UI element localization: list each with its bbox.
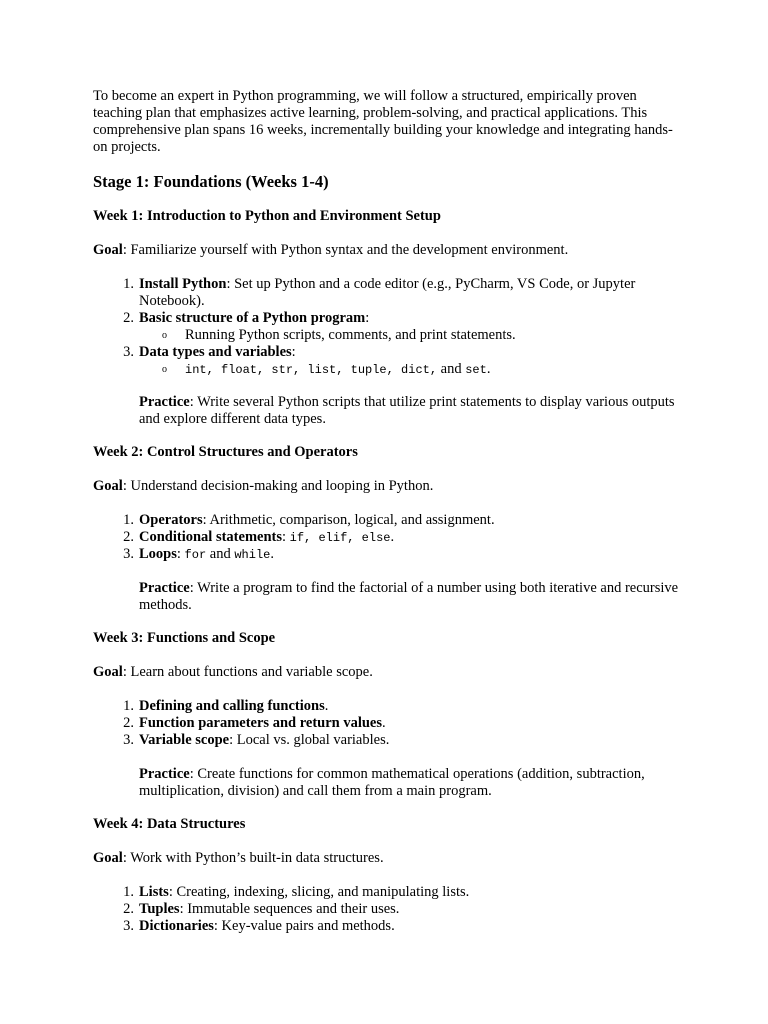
week1-item2 xyxy=(139,310,684,327)
week2-item1 xyxy=(139,512,684,529)
list-number: 1. xyxy=(123,276,134,292)
item-bold: Install Python xyxy=(139,276,227,292)
week3-practice xyxy=(139,766,684,800)
item-text: : Arithmetic, comparison, logical, and assignment. xyxy=(202,512,495,528)
item-text: . xyxy=(270,546,274,562)
practice-label: Practice xyxy=(139,394,190,410)
list-number: 2. xyxy=(123,715,134,731)
item-bold: Data types and variables xyxy=(139,344,292,360)
week3-heading: Week 3: Functions and Scope xyxy=(93,630,276,646)
week4-goal xyxy=(93,850,683,867)
week2-heading: Week 2: Control Structures and Operators xyxy=(93,444,358,460)
code-text: set xyxy=(465,363,487,377)
item-text: : Immutable sequences and their uses. xyxy=(179,901,400,917)
item-bold: Lists xyxy=(139,884,169,900)
list-number: 3. xyxy=(123,546,134,562)
list-number: 2. xyxy=(123,529,134,545)
item-bold: Defining and calling functions xyxy=(139,698,325,714)
item-text: . xyxy=(382,715,386,731)
week3-goal xyxy=(93,664,683,681)
item-text: : xyxy=(365,310,370,326)
item-text: : Local vs. global variables. xyxy=(229,732,390,748)
item-bold: Tuples xyxy=(139,901,180,917)
item-bold: Variable scope xyxy=(139,732,230,748)
practice-label: Practice xyxy=(139,580,190,596)
code-text: if, elif, else xyxy=(289,531,391,545)
week4-item3 xyxy=(139,918,684,935)
goal-text: : Familiarize yourself with Python syntax and the development environment. xyxy=(122,242,569,258)
item-text: : xyxy=(176,546,185,562)
week3-item2 xyxy=(139,715,684,732)
code-text: int, float, str, list, tuple, dict, xyxy=(185,363,438,377)
list-number: 3. xyxy=(123,344,134,360)
item-text: : Key-value pairs and methods. xyxy=(213,918,395,934)
stage1-heading: Stage 1: Foundations (Weeks 1-4) xyxy=(93,172,329,191)
week2-goal xyxy=(93,478,683,495)
item-bold: Function parameters and return values xyxy=(139,715,383,731)
list-number: 3. xyxy=(123,918,134,934)
item-bold: Loops xyxy=(139,546,177,562)
week1-practice xyxy=(139,394,684,428)
week1-item2-sub: Running Python scripts, comments, and print statements. xyxy=(185,327,516,343)
item-bold: Conditional statements xyxy=(139,529,282,545)
item-bold: Operators xyxy=(139,512,203,528)
item-text: . xyxy=(390,529,395,545)
list-number: 2. xyxy=(123,310,134,326)
list-number: 1. xyxy=(123,512,134,528)
sub-bullet-icon: o xyxy=(162,330,167,341)
week4-item2 xyxy=(139,901,684,918)
goal-label: Goal xyxy=(93,242,123,258)
week4-item1 xyxy=(139,884,684,901)
goal-label: Goal xyxy=(93,850,123,866)
goal-text: : Learn about functions and variable scope. xyxy=(122,664,373,680)
practice-text: : Write several Python scripts that utilize print statements to display various outputs and explore different data types. xyxy=(139,394,675,427)
week4-heading: Week 4: Data Structures xyxy=(93,816,246,832)
item-bold: Dictionaries xyxy=(139,918,214,934)
item-text: : xyxy=(291,344,296,360)
intro-paragraph: To become an expert in Python programming, we will follow a structured, empirically proven teaching plan that emphasizes active learning, problem-solving, and practical applications. This comprehensive plan spans 16 weeks, incrementally building your knowledge and integrating hands-on projects. xyxy=(93,88,673,155)
item-text: : Creating, indexing, slicing, and manipulating lists. xyxy=(168,884,470,900)
list-number: 2. xyxy=(123,901,134,917)
list-number: 3. xyxy=(123,732,134,748)
week1-item3-sub xyxy=(185,361,685,379)
code-text: while xyxy=(234,548,271,562)
week1-item1 xyxy=(139,276,684,310)
week1-item3 xyxy=(139,344,684,361)
week2-item2 xyxy=(139,529,684,547)
goal-text: : Work with Python’s built-in data structures. xyxy=(122,850,384,866)
list-number: 1. xyxy=(123,884,134,900)
item-text: : Set up Python and a code editor (e.g., PyCharm, VS Code, or Jupyter Notebook). xyxy=(139,276,636,309)
item-bold: Basic structure of a Python program xyxy=(139,310,366,326)
item-text: : xyxy=(282,529,290,545)
week3-item1 xyxy=(139,698,684,715)
week1-heading: Week 1: Introduction to Python and Environment Setup xyxy=(93,208,441,224)
item-text: and xyxy=(206,546,235,562)
goal-label: Goal xyxy=(93,478,123,494)
week3-item3 xyxy=(139,732,684,749)
week2-practice xyxy=(139,580,684,614)
item-text: . xyxy=(324,698,329,714)
list-number: 1. xyxy=(123,698,134,714)
sub-text: and xyxy=(437,361,466,377)
sub-bullet-icon: o xyxy=(162,364,167,375)
sub-text: . xyxy=(486,361,491,377)
practice-label: Practice xyxy=(139,766,190,782)
code-text: for xyxy=(184,548,207,562)
week1-goal xyxy=(93,242,683,259)
goal-text: : Understand decision-making and looping in Python. xyxy=(122,478,434,494)
goal-label: Goal xyxy=(93,664,123,680)
week2-item3 xyxy=(139,546,684,564)
practice-text: : Create functions for common mathematical operations (addition, subtraction, multiplication, division) and call them from a main program. xyxy=(139,766,645,799)
practice-text: : Write a program to find the factorial of a number using both iterative and recursive methods. xyxy=(139,580,679,613)
